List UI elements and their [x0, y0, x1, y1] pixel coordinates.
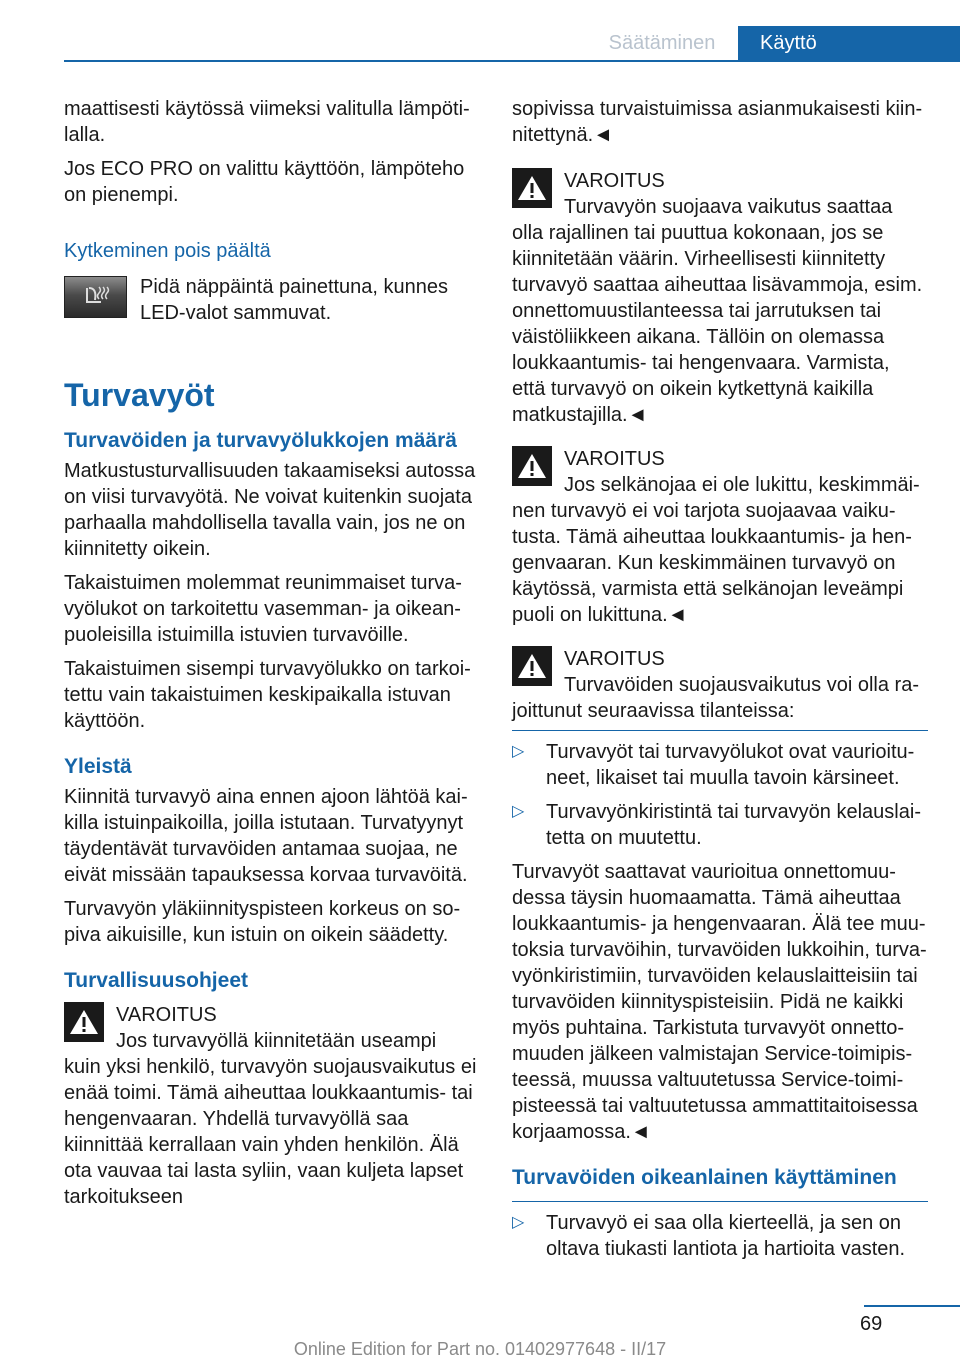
paragraph: Takaistuimen molemmat reunimmaiset turvavyölukot on tarkoitettu vasemman- ja oikeanpuoleisilla istuimilla istuvien turvavöille. [64, 572, 462, 646]
seat-heating-icon [64, 276, 127, 318]
paragraph: sopivissa turvaistuimissa asianmukaisesti kiinnitettynä.◄ [512, 98, 923, 146]
warning-triangle-icon [64, 1002, 104, 1042]
list-item [512, 739, 928, 791]
list-item-text: Turvavyöt tai turvavyölukot ovat vaurioituneet, likaiset tai muulla tavoin kärsineet. [546, 741, 915, 789]
warning-text: Turvavöiden suojausvaikutus voi olla rajoittunut seuraavissa tilanteissa: [512, 674, 920, 722]
warning-text: Turvavyön suojaava vaikutus saattaa olla rajallinen tai puuttua kokonaan, jos se kiinnitetään väärin. Virheellisesti kiinnitetty turvavyö saattaa aiheuttaa lisävammoja, esim. onnettomuustilanteessa tai jarrutuksen tai väistöliikkeen aikana. Tällöin on olemassa loukkaantumis- tai hengenvaara. Varmista, että turvavyö on oikein kytkettynä kaikilla matkustajilla.◄ [512, 196, 923, 426]
header-tabs [586, 26, 960, 60]
correct-use-bullet-list [512, 1210, 928, 1262]
warning-title: VAROITUS [564, 170, 665, 192]
paragraph: maattisesti käytössä viimeksi valitulla lämpötilalla. [64, 98, 470, 146]
warning-block [64, 1002, 478, 1210]
tab-kaytto[interactable]: Käyttö [738, 26, 960, 60]
section-heading-correct-use: Turvavöiden oikeanlainen käyttäminen [512, 1166, 897, 1189]
divider [512, 730, 928, 731]
left-column [64, 96, 478, 1220]
warning-block [512, 168, 928, 428]
footer-rule [864, 1305, 960, 1307]
warning-title: VAROITUS [564, 448, 665, 470]
section-heading-count: Turvavöiden ja turvavyölukkojen määrä [64, 429, 457, 452]
warning-triangle-icon [512, 646, 552, 686]
paragraph: Jos ECO PRO on valittu käyttöön, lämpöteho on pienempi. [64, 158, 465, 206]
list-item [512, 799, 928, 851]
warning-title: VAROITUS [564, 648, 665, 670]
triangle-right-icon: ▷ [512, 803, 525, 820]
right-column [512, 96, 928, 1270]
warning-bullet-list [512, 739, 928, 851]
warning-text: Jos selkänojaa ei ole lukittu, keskimmäinen turvavyö ei voi tarjota suojaavaa vaikutusta. Tämä aiheuttaa loukkaantumis- ja hengenvaaran. Kun keskimmäinen turvavyö on käytössä, varmista että selkänojan leveämpi puoli on lukittuna.◄ [512, 474, 920, 626]
page-number: 69 [860, 1313, 883, 1335]
page-title: Turvavyöt [64, 377, 215, 413]
list-item [512, 1210, 928, 1262]
list-item-text: Turvavyö ei saa olla kierteellä, ja sen on oltava tiukasti lantiota ja hartioita vasten. [546, 1212, 906, 1260]
list-item-text: Turvavyönkiristintä tai turvavyön kelauslaitetta on muutettu. [546, 801, 921, 849]
switch-off-text: Pidä näppäintä painettuna, kunnes LED-valot sammuvat. [140, 276, 449, 324]
divider [512, 1201, 928, 1202]
paragraph: Turvavyöt saattavat vaurioitua onnettomuudessa täysin huomaamatta. Tämä aiheuttaa loukkaantumis- ja hengenvaaran. Älä tee muutoksia turvavöihin, turvavöiden lukkoihin, turvavyönkiristimiin, turvavöiden kelauslaitteisiin tai turvavöiden kiinnityspisteisiin. Pidä ne kaikki myös puhtaina. Tarkistuta turvavyöt onnettomuuden jälkeen valmistajan Service-toimipisteessä, muussa valtuutetussa Service-toimipisteessä tai valtuutetussa ammattitaitoisessa korjaamossa.◄ [512, 861, 927, 1143]
paragraph: Matkustusturvallisuuden takaamiseksi autossa on viisi turvavyötä. Ne voivat kuitenkin suojata parhaalla mahdollisella tavalla vain, jos ne on kiinnitetty oikein. [64, 460, 476, 560]
header-rule [64, 60, 960, 62]
warning-triangle-icon [512, 168, 552, 208]
paragraph: Kiinnitä turvavyö aina ennen ajoon lähtöä kaikilla istuinpaikoilla, joilla istutaan. Turvatyynyt täydentävät turvavöiden antamaa suojaa, ne eivät missään tapauksessa korvaa turvavöitä. [64, 786, 468, 886]
paragraph: Takaistuimen sisempi turvavyölukko on tarkoitettu vain takaistuimen keskipaikalla istuvan käyttöön. [64, 658, 471, 732]
switch-off-block [64, 274, 478, 330]
tab-saataminen[interactable]: Säätäminen [608, 31, 716, 54]
warning-triangle-icon [512, 446, 552, 486]
triangle-right-icon: ▷ [512, 743, 525, 760]
warning-block [512, 446, 928, 628]
section-heading-general: Yleistä [64, 755, 132, 778]
warning-block [512, 646, 928, 724]
footer-edition: Online Edition for Part no. 01402977648 - II/17 [293, 1339, 667, 1359]
warning-title: VAROITUS [116, 1004, 217, 1026]
section-heading-safety: Turvallisuusohjeet [64, 969, 248, 992]
paragraph: Turvavyön yläkiinnityspisteen korkeus on sopiva aikuisille, kun istuin on oikein säädetty. [64, 898, 461, 946]
warning-text: Jos turvavyöllä kiinnitetään useampi kuin yksi henkilö, turvavyön suojausvaikutus ei enää toimi. Tämä aiheuttaa loukkaantumis- tai hengenvaaran. Yhdellä turvavyöllä saa kiinnittää kerrallaan vain yhden henkilön. Älä ota vauvaa tai lasta syliin, vaan kuljeta lapset tarkoitukseen [64, 1030, 477, 1208]
triangle-right-icon: ▷ [512, 1214, 525, 1231]
switch-off-heading: Kytkeminen pois päältä [64, 240, 271, 262]
